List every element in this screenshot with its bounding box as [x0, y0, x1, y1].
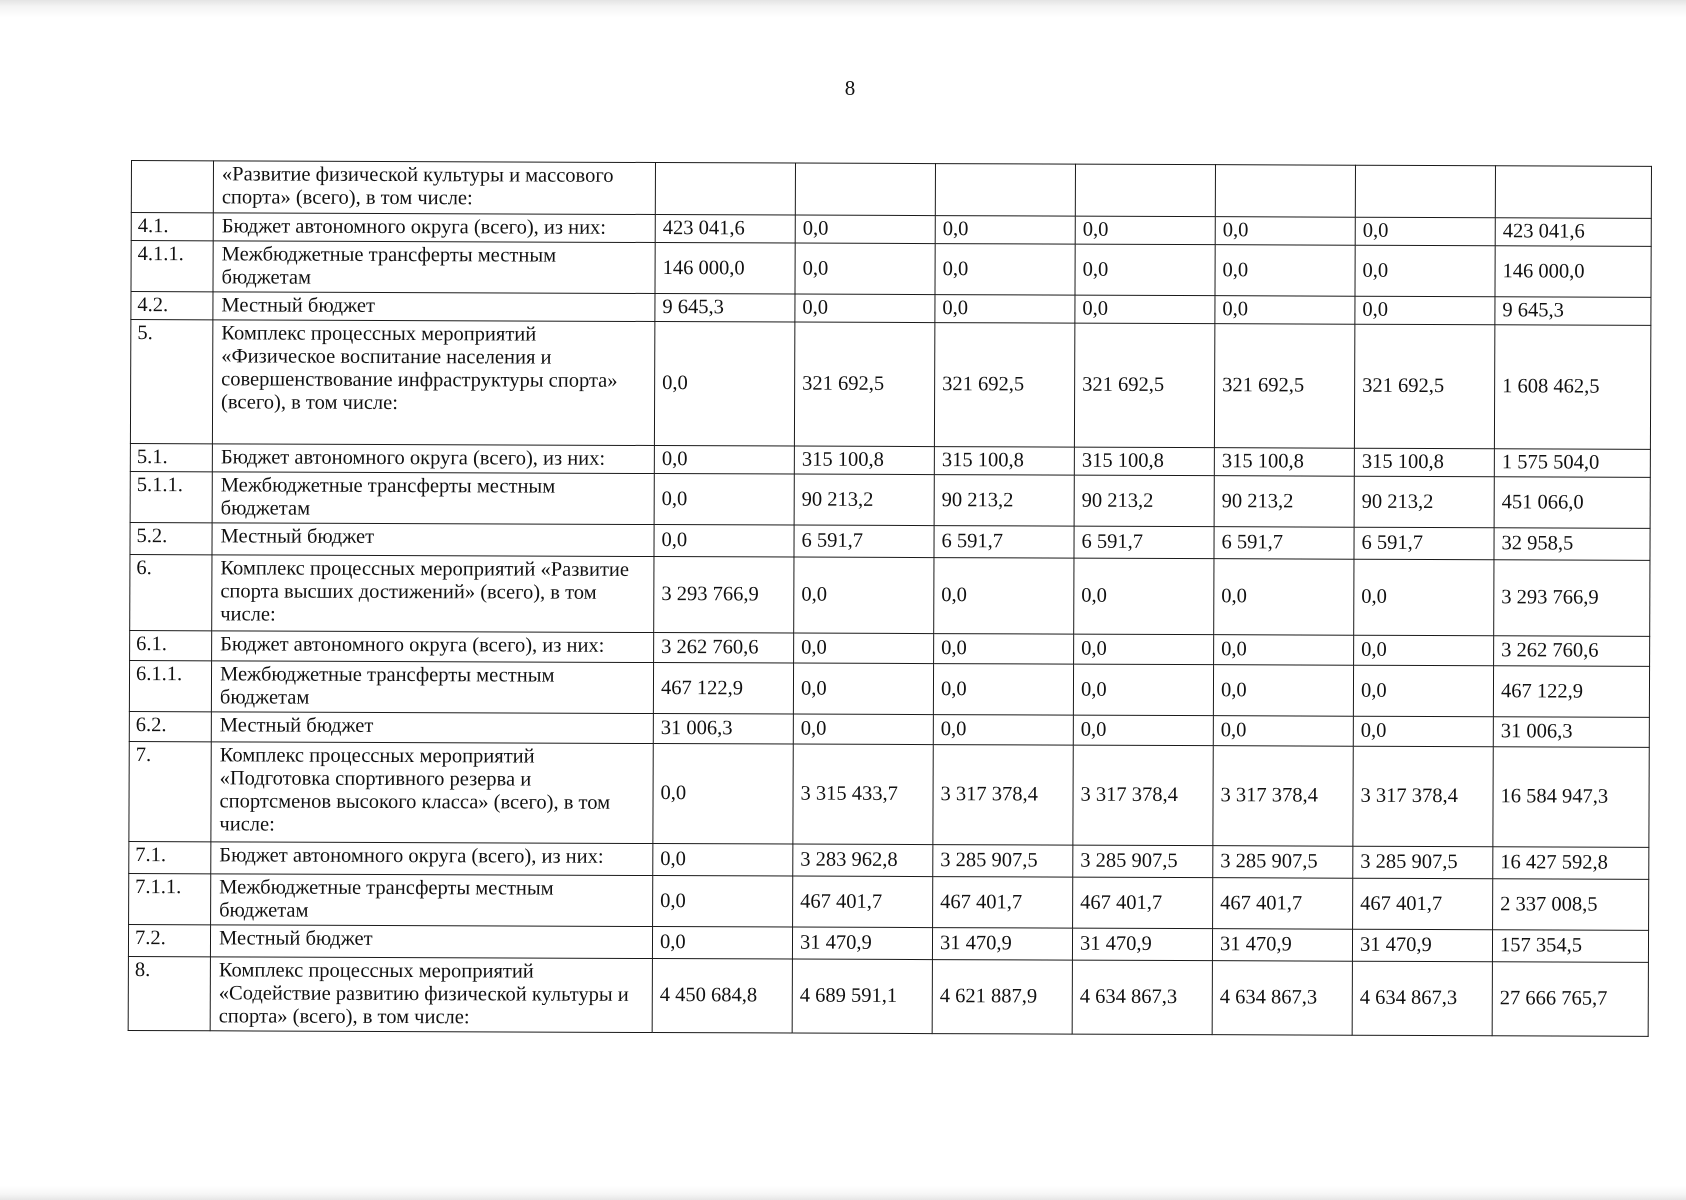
row-code: 4.1.1. — [131, 241, 213, 292]
row-total-cell: 27 666 765,7 — [1492, 962, 1648, 1037]
row-value-cell: 0,0 — [1073, 715, 1213, 746]
row-value-cell: 321 692,5 — [1214, 324, 1354, 449]
row-description: Межбюджетные трансферты местным бюджетам — [211, 874, 653, 927]
row-value-cell: 31 470,9 — [1072, 928, 1212, 961]
row-code: 5.1. — [130, 443, 212, 471]
row-value-cell: 0,0 — [1354, 559, 1494, 636]
row-value-cell — [655, 163, 795, 216]
scan-edge-bottom — [0, 1186, 1686, 1200]
table-row — [128, 956, 1648, 1036]
row-value-cell: 0,0 — [794, 557, 934, 634]
row-value-cell: 315 100,8 — [1074, 447, 1214, 476]
table-row — [131, 241, 1651, 298]
row-code: 5.2. — [130, 522, 212, 554]
row-value-cell: 3 317 378,4 — [1073, 745, 1213, 846]
row-total-cell: 157 354,5 — [1492, 930, 1648, 963]
row-value-cell: 315 100,8 — [794, 446, 934, 475]
row-total-cell: 1 575 504,0 — [1494, 449, 1650, 478]
row-value-cell: 0,0 — [654, 446, 794, 475]
row-value-cell: 31 006,3 — [653, 714, 793, 745]
row-value-cell: 146 000,0 — [655, 243, 795, 295]
row-value-cell: 0,0 — [1075, 244, 1215, 296]
row-value-cell: 90 213,2 — [934, 475, 1074, 527]
row-value-cell: 0,0 — [1355, 217, 1495, 246]
row-description: Бюджет автономного округа (всего), из них: — [212, 631, 654, 663]
row-code: 7.2. — [128, 924, 210, 956]
row-value-cell: 321 692,5 — [1074, 323, 1214, 448]
row-value-cell: 0,0 — [1355, 296, 1495, 325]
row-value-cell: 3 285 907,5 — [1213, 846, 1353, 879]
row-total-cell: 16 427 592,8 — [1493, 847, 1649, 880]
row-value-cell: 3 285 907,5 — [1073, 845, 1213, 878]
row-value-cell: 0,0 — [1355, 245, 1495, 297]
row-description: Местный бюджет — [212, 523, 654, 557]
row-value-cell — [1215, 165, 1355, 218]
row-value-cell: 0,0 — [933, 664, 1073, 716]
row-value-cell: 315 100,8 — [1214, 448, 1354, 477]
row-value-cell: 0,0 — [1075, 295, 1215, 324]
row-value-cell: 90 213,2 — [794, 474, 934, 526]
row-total-cell: 32 958,5 — [1494, 528, 1650, 561]
row-value-cell: 6 591,7 — [934, 526, 1074, 559]
row-total-cell: 423 041,6 — [1495, 218, 1651, 247]
row-description: Местный бюджет — [210, 925, 652, 959]
row-value-cell: 0,0 — [654, 322, 794, 447]
row-total-cell — [1495, 166, 1651, 219]
row-value-cell: 467 401,7 — [1353, 878, 1493, 930]
row-description: Местный бюджет — [211, 712, 653, 744]
row-value-cell: 315 100,8 — [934, 447, 1074, 476]
row-value-cell: 31 470,9 — [1352, 929, 1492, 962]
row-value-cell: 0,0 — [933, 715, 1073, 746]
row-description: Бюджет автономного округа (всего), из них: — [211, 842, 653, 876]
row-value-cell: 3 285 907,5 — [1353, 846, 1493, 879]
row-value-cell: 0,0 — [653, 744, 793, 845]
row-value-cell: 467 401,7 — [1213, 878, 1353, 930]
row-value-cell — [1075, 164, 1215, 217]
row-value-cell: 0,0 — [1075, 216, 1215, 245]
scan-edge-top — [0, 0, 1686, 18]
row-value-cell: 0,0 — [1215, 296, 1355, 325]
table-row — [129, 660, 1649, 717]
row-value-cell: 321 692,5 — [1354, 324, 1494, 449]
row-code — [131, 161, 213, 213]
row-value-cell: 0,0 — [1215, 245, 1355, 297]
row-total-cell: 467 122,9 — [1493, 666, 1649, 718]
row-value-cell: 0,0 — [652, 927, 792, 960]
row-value-cell: 0,0 — [1073, 664, 1213, 716]
row-code: 5.1.1. — [130, 471, 212, 522]
row-value-cell: 0,0 — [1213, 716, 1353, 747]
row-value-cell: 6 591,7 — [1214, 527, 1354, 560]
row-value-cell: 0,0 — [654, 474, 794, 526]
row-value-cell: 0,0 — [1214, 635, 1354, 666]
row-code: 7. — [129, 741, 211, 841]
row-value-cell: 0,0 — [1353, 716, 1493, 747]
row-value-cell: 90 213,2 — [1214, 476, 1354, 528]
row-code: 6.1.1. — [129, 660, 211, 711]
row-description: «Развитие физической культуры и массового спорта» (всего), в том числе: — [213, 161, 655, 215]
row-value-cell: 0,0 — [1215, 217, 1355, 246]
row-value-cell: 321 692,5 — [934, 323, 1074, 448]
row-value-cell: 0,0 — [935, 216, 1075, 245]
row-value-cell: 0,0 — [793, 714, 933, 745]
row-description: Комплекс процессных мероприятий «Развитие спорта высших достижений» (всего), в том числе: — [212, 555, 654, 633]
row-value-cell — [1355, 165, 1495, 218]
budget-table — [128, 160, 1652, 1037]
row-total-cell: 451 066,0 — [1494, 477, 1650, 529]
row-description: Комплекс процессных мероприятий «Физическое воспитание населения и совершенствование инфраструктуры спорта» (всего), в том числе: — [212, 320, 654, 446]
row-total-cell: 3 262 760,6 — [1494, 636, 1650, 667]
budget-table-container — [128, 160, 1651, 1037]
row-value-cell: 3 317 378,4 — [1353, 746, 1493, 847]
row-value-cell: 0,0 — [653, 876, 793, 928]
row-value-cell — [935, 164, 1075, 217]
row-code: 6.2. — [129, 711, 211, 741]
row-description: Межбюджетные трансферты местным бюджетам — [211, 661, 653, 714]
row-total-cell: 2 337 008,5 — [1493, 879, 1649, 931]
row-value-cell: 467 122,9 — [653, 663, 793, 715]
table-row — [130, 320, 1650, 450]
row-value-cell: 9 645,3 — [655, 294, 795, 323]
row-value-cell: 467 401,7 — [1073, 877, 1213, 929]
row-value-cell: 4 634 867,3 — [1352, 961, 1492, 1036]
row-value-cell: 0,0 — [795, 243, 935, 295]
row-description: Бюджет автономного округа (всего), из них: — [212, 444, 654, 474]
row-value-cell: 0,0 — [935, 244, 1075, 296]
row-value-cell: 31 470,9 — [1212, 929, 1352, 962]
table-row — [130, 471, 1650, 528]
row-value-cell: 90 213,2 — [1074, 475, 1214, 527]
row-value-cell: 0,0 — [653, 844, 793, 877]
row-value-cell: 0,0 — [935, 295, 1075, 324]
row-value-cell: 6 591,7 — [1074, 526, 1214, 559]
row-total-cell: 9 645,3 — [1495, 297, 1651, 326]
row-value-cell: 0,0 — [1354, 635, 1494, 666]
row-description: Комплекс процессных мероприятий «Содействие развитию физической культуры и спорта» (всего), в том числе: — [210, 957, 652, 1033]
row-value-cell: 3 317 378,4 — [933, 745, 1073, 846]
row-description: Бюджет автономного округа (всего), из них: — [213, 213, 655, 243]
table-row — [129, 873, 1649, 930]
page-number: 8 — [844, 76, 856, 100]
row-value-cell: 0,0 — [1353, 665, 1493, 717]
row-value-cell: 3 285 907,5 — [933, 845, 1073, 878]
row-value-cell: 31 470,9 — [792, 927, 932, 960]
row-value-cell: 4 634 867,3 — [1212, 961, 1352, 1036]
row-value-cell: 3 262 760,6 — [654, 633, 794, 664]
row-value-cell — [795, 163, 935, 216]
row-total-cell: 146 000,0 — [1495, 246, 1651, 298]
row-value-cell: 0,0 — [1213, 665, 1353, 717]
row-code: 4.1. — [131, 213, 213, 241]
row-value-cell: 315 100,8 — [1354, 448, 1494, 477]
row-value-cell: 3 293 766,9 — [654, 557, 794, 634]
row-total-cell: 3 293 766,9 — [1494, 560, 1650, 637]
row-code: 4.2. — [131, 292, 213, 320]
row-value-cell: 467 401,7 — [793, 876, 933, 928]
row-value-cell: 3 283 962,8 — [793, 844, 933, 877]
row-code: 7.1. — [129, 841, 211, 873]
row-value-cell: 3 317 378,4 — [1213, 746, 1353, 847]
row-value-cell: 31 470,9 — [932, 928, 1072, 961]
row-description: Межбюджетные трансферты местным бюджетам — [213, 241, 655, 294]
row-total-cell: 31 006,3 — [1493, 717, 1649, 748]
row-value-cell: 6 591,7 — [1354, 527, 1494, 560]
row-total-cell: 1 608 462,5 — [1494, 325, 1650, 450]
row-value-cell: 0,0 — [795, 215, 935, 244]
row-value-cell: 4 634 867,3 — [1072, 960, 1212, 1035]
row-value-cell: 423 041,6 — [655, 215, 795, 244]
row-value-cell: 3 315 433,7 — [793, 744, 933, 845]
table-row — [129, 741, 1649, 847]
row-value-cell: 0,0 — [795, 294, 935, 323]
row-total-cell: 16 584 947,3 — [1493, 747, 1649, 848]
table-row — [131, 161, 1651, 219]
row-description: Межбюджетные трансферты местным бюджетам — [212, 472, 654, 525]
table-row — [130, 554, 1650, 636]
row-value-cell: 4 621 887,9 — [932, 960, 1072, 1035]
row-code: 6. — [130, 554, 212, 630]
row-value-cell: 0,0 — [1214, 559, 1354, 636]
row-value-cell: 0,0 — [934, 558, 1074, 635]
row-value-cell: 4 689 591,1 — [792, 959, 932, 1034]
row-value-cell: 4 450 684,8 — [652, 959, 792, 1034]
row-value-cell: 0,0 — [1074, 634, 1214, 665]
row-value-cell: 6 591,7 — [794, 525, 934, 558]
budget-table-body — [128, 161, 1651, 1037]
row-value-cell: 0,0 — [793, 663, 933, 715]
row-value-cell: 90 213,2 — [1354, 476, 1494, 528]
row-code: 7.1.1. — [129, 873, 211, 924]
row-value-cell: 0,0 — [934, 634, 1074, 665]
row-value-cell: 0,0 — [794, 633, 934, 664]
row-value-cell: 467 401,7 — [933, 877, 1073, 929]
row-description: Комплекс процессных мероприятий «Подготовка спортивного резерва и спортсменов высокого класса» (всего), в том числе: — [211, 742, 653, 844]
row-value-cell: 0,0 — [654, 525, 794, 558]
row-description: Местный бюджет — [213, 292, 655, 322]
row-code: 6.1. — [130, 630, 212, 660]
row-value-cell: 321 692,5 — [794, 322, 934, 447]
row-code: 8. — [128, 956, 210, 1030]
row-value-cell: 0,0 — [1074, 558, 1214, 635]
row-code: 5. — [130, 320, 212, 444]
